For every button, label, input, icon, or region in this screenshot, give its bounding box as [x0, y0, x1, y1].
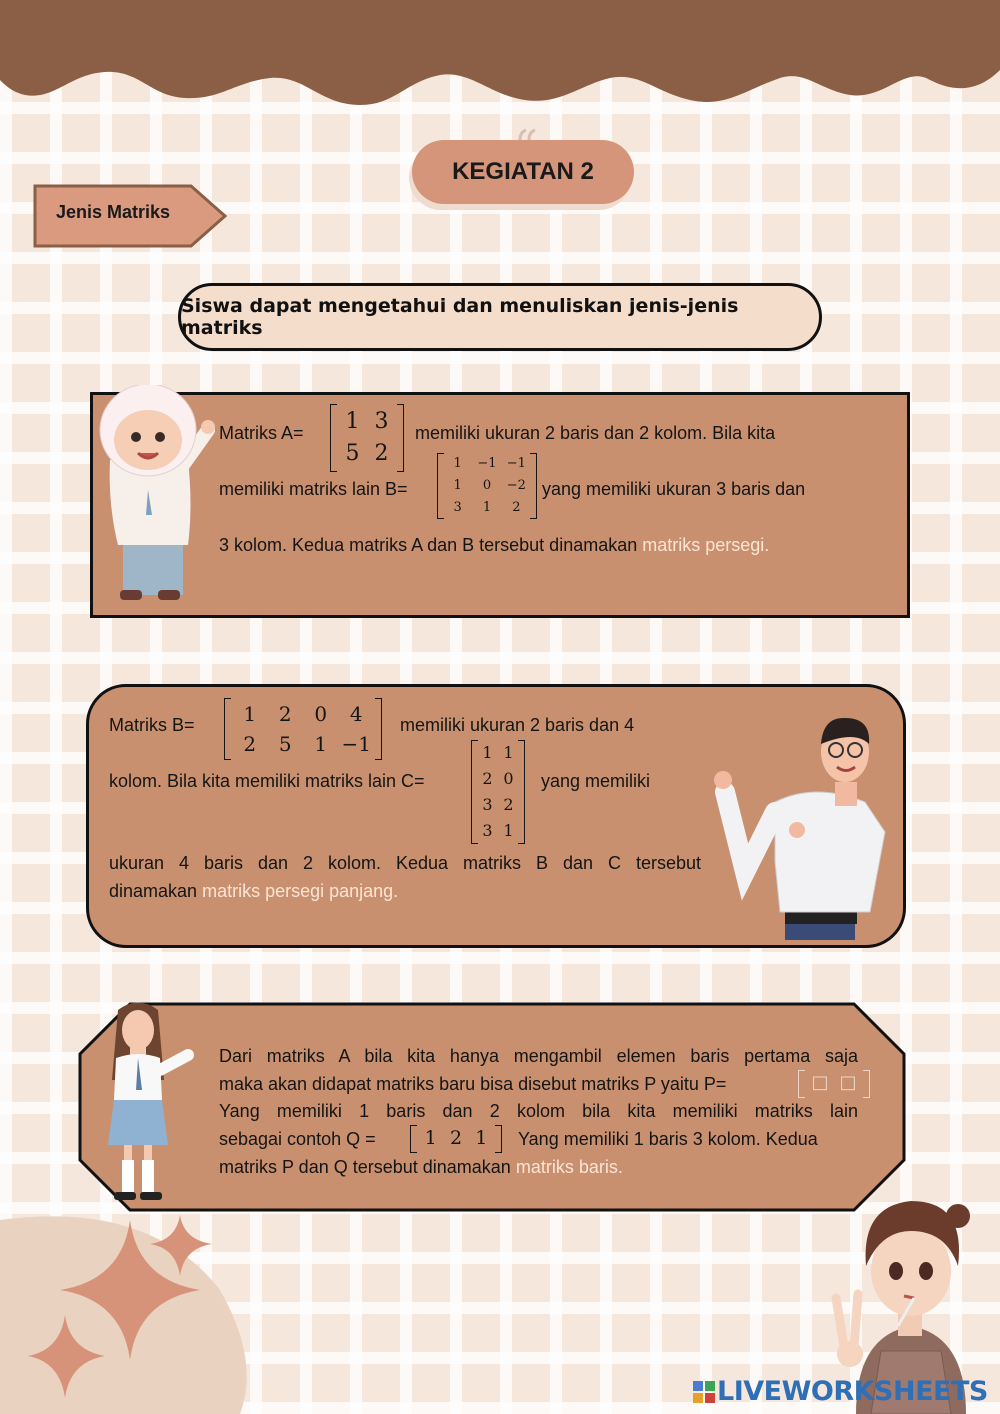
decorative-sparkles: [0, 1210, 330, 1414]
box2-line4-text: dinamakan: [109, 881, 198, 901]
matrix-b-cell: 1: [453, 456, 462, 471]
box3-line3: Yang memiliki 1 baris dan 2 kolom bila kita memiliki matriks lain: [219, 1101, 858, 1121]
matrix-p-cell: □: [839, 1072, 857, 1093]
highlight-matriks-baris: matriks baris.: [515, 1157, 623, 1177]
box1-line1-end: memiliki ukuran 2 baris dan 2 kolom. Bila kita: [415, 423, 776, 443]
matrix-c-cell: 3: [482, 795, 493, 814]
box2-line3: ukuran 4 baris dan 2 kolom. Kedua matriks B dan C tersebut: [109, 853, 701, 873]
matrix-a: [330, 404, 404, 472]
matrix-b2-cell: 2: [243, 732, 257, 756]
matrix-p-cell: □: [811, 1072, 829, 1093]
box1-line3: [219, 535, 769, 556]
matrix-b-3x3: [437, 453, 537, 519]
matrix-a-cell: 2: [374, 441, 389, 466]
box3-line1: Dari matriks A bila kita hanya mengambil elemen baris pertama saja: [219, 1046, 858, 1066]
box1-line2-start: memiliki matriks lain B=: [219, 479, 408, 499]
activity-title-pill: [412, 140, 634, 204]
matrix-b-cell: 1: [482, 500, 492, 515]
box2-line2-end: yang memiliki: [541, 771, 651, 791]
matrix-c-cell: 1: [503, 743, 514, 762]
liveworksheets-logo-icon: [693, 1381, 715, 1403]
matrix-b-cell: 2: [512, 500, 521, 515]
box1-line2-end: yang memiliki ukuran 3 baris dan: [542, 479, 806, 499]
matrix-b-cell: −1: [506, 456, 526, 471]
teacher-illustration: [705, 712, 905, 940]
box3-line5-text: matriks P dan Q tersebut dinamakan: [219, 1157, 511, 1177]
liveworksheets-logo-text: LIVEWORKSHEETS: [717, 1376, 988, 1407]
matrix-a-cell: 3: [374, 409, 389, 434]
box1-line3-text: 3 kolom. Kedua matriks A dan B tersebut dinamakan: [219, 535, 638, 555]
box3-line4-end: Yang memiliki 1 baris 3 kolom. Kedua: [518, 1129, 818, 1149]
box2-line1-start: Matriks B=: [109, 715, 195, 735]
box3-line2: maka akan didapat matriks baru bisa disebut matriks P yaitu P=: [219, 1074, 727, 1094]
matrix-c-cell: 2: [503, 795, 514, 814]
matrix-p: [798, 1070, 870, 1098]
matrix-b2-cell: 0: [314, 702, 328, 726]
section-tag-label: Jenis Matriks: [56, 202, 171, 222]
box2-line4: [109, 881, 398, 902]
box2-line2-start: kolom. Bila kita memiliki matriks lain C=: [109, 771, 425, 791]
liveworksheets-logo: [693, 1376, 988, 1407]
matrix-b2-cell: 1: [314, 732, 328, 756]
matrix-q-cell: 2: [449, 1127, 463, 1149]
header-wave-banner: [0, 0, 1000, 110]
objective-text: Siswa dapat mengetahui dan menuliskan jenis-jenis matriks: [181, 295, 739, 339]
matrix-b-cell: −2: [506, 478, 526, 493]
matrix-c-cell: 2: [482, 769, 493, 788]
matrix-q-cell: 1: [475, 1127, 488, 1149]
highlight-matriks-persegi-panjang: matriks persegi panjang.: [202, 881, 399, 901]
matrix-b2-cell: 1: [243, 702, 257, 726]
matrix-q: [410, 1125, 502, 1153]
matrix-b-2x4: [224, 698, 382, 760]
matrix-a-cell: 5: [345, 441, 360, 466]
schoolgirl-illustration: [98, 1000, 198, 1210]
matrix-c-cell: 0: [503, 769, 514, 788]
learning-objective: [178, 283, 822, 351]
matrix-c-cell: 3: [482, 821, 493, 840]
matrix-b2-cell: 2: [278, 702, 292, 726]
box3-line4-start: sebagai contoh Q =: [219, 1129, 376, 1149]
matrix-b-cell: −1: [477, 456, 497, 471]
box3-line5: [219, 1157, 623, 1178]
hijab-girl-illustration: [88, 385, 218, 610]
matrix-b-cell: 0: [482, 478, 492, 493]
matrix-a-cell: 1: [345, 409, 360, 434]
highlight-matriks-persegi: matriks persegi.: [642, 535, 770, 555]
matrix-b-cell: 1: [453, 478, 462, 493]
box2-line1-end: memiliki ukuran 2 baris dan 4: [400, 715, 635, 735]
matrix-c-4x2: [471, 740, 525, 844]
matrix-b2-cell: 4: [349, 702, 363, 726]
matrix-b2-cell: −1: [341, 732, 371, 756]
matrix-b2-cell: 5: [278, 732, 292, 756]
matrix-c-cell: 1: [482, 743, 493, 762]
activity-title: KEGIATAN 2: [452, 158, 594, 185]
matrix-c-cell: 1: [503, 821, 514, 840]
matrix-b-cell: 3: [453, 500, 462, 515]
matrix-q-cell: 1: [424, 1127, 437, 1149]
box1-line1-start: Matriks A=: [219, 423, 304, 443]
